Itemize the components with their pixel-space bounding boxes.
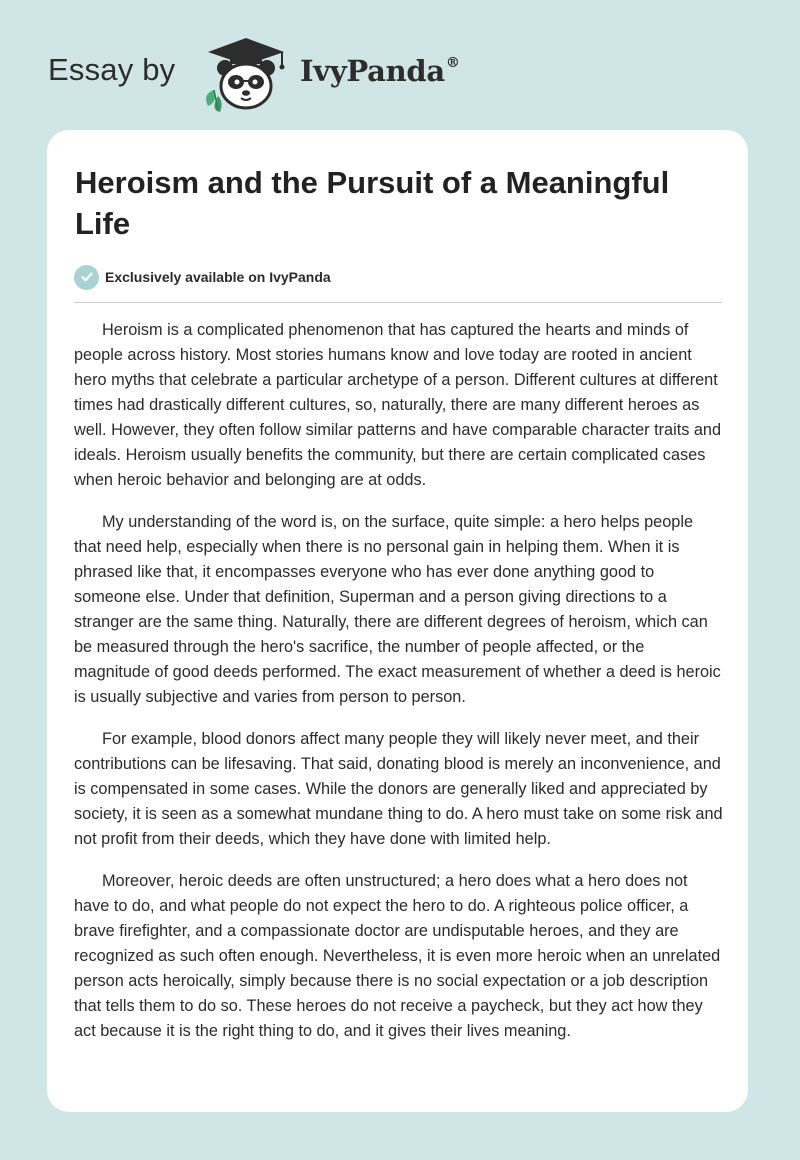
panda-graduate-icon[interactable]: [200, 36, 292, 112]
site-header: [0, 0, 800, 130]
check-circle-icon: [74, 265, 99, 290]
essay-body: [74, 318, 724, 1061]
brand-name: IvyPanda: [300, 54, 445, 88]
divider: [74, 302, 722, 303]
exclusive-badge: [74, 264, 331, 290]
essay-by-label: Essay by: [48, 52, 176, 87]
paragraph: For example, blood donors affect many people they will likely never meet, and their contributions can be lifesaving. That said, donating blood is merely an inconvenience, and is compensated in some cases. While the donors are generally liked and appreciated by society, it is seen as a somewhat mundane thing to do. A hero must take on some risk and not profit from their deeds, which they have done with limited help.: [74, 730, 723, 848]
paragraph: Moreover, heroic deeds are often unstructured; a hero does what a hero does not have to do, and what people do not expect the hero to do. A righteous police officer, a brave firefighter, and a compassionate doctor are undisputable heroes, and they are recognized as such often enough. Nevertheless, it is even more heroic when an unrelated person acts heroically, simply because there is no social expectation or a job description that tells them to do so. These heroes do not receive a paycheck, but they act how they act because it is the right thing to do, and it gives their lives meaning.: [74, 872, 721, 1040]
registered-mark: ®: [445, 55, 460, 71]
essay-title: Heroism and the Pursuit of a Meaningful Life: [75, 165, 670, 241]
exclusive-badge-text: Exclusively available on IvyPanda: [105, 269, 331, 285]
essay-card: [47, 130, 748, 1112]
brand-logo-text[interactable]: [300, 54, 460, 88]
paragraph: Heroism is a complicated phenomenon that has captured the hearts and minds of people across history. Most stories humans know and love today are rooted in ancient hero myths that celebrate a particular archetype of a person. Different cultures at different times had drastically different cultures, so, naturally, there are many different heroes as well. However, they often follow similar patterns and have comparable character traits and ideals. Heroism usually benefits the community, but there are certain complicated cases when heroic behavior and belonging are at odds.: [74, 321, 722, 489]
paragraph: My understanding of the word is, on the surface, quite simple: a hero helps people that need help, especially when there is no personal gain in helping them. When it is phrased like that, it encompasses everyone who has ever done anything good to someone else. Under that definition, Superman and a person giving directions to a stranger are the same thing. Naturally, there are different degrees of heroism, which can be measured through the hero's sacrifice, the number of people affected, or the magnitude of good deeds performed. The exact measurement of whether a deed is heroic is usually subjective and varies from person to person.: [74, 513, 721, 706]
